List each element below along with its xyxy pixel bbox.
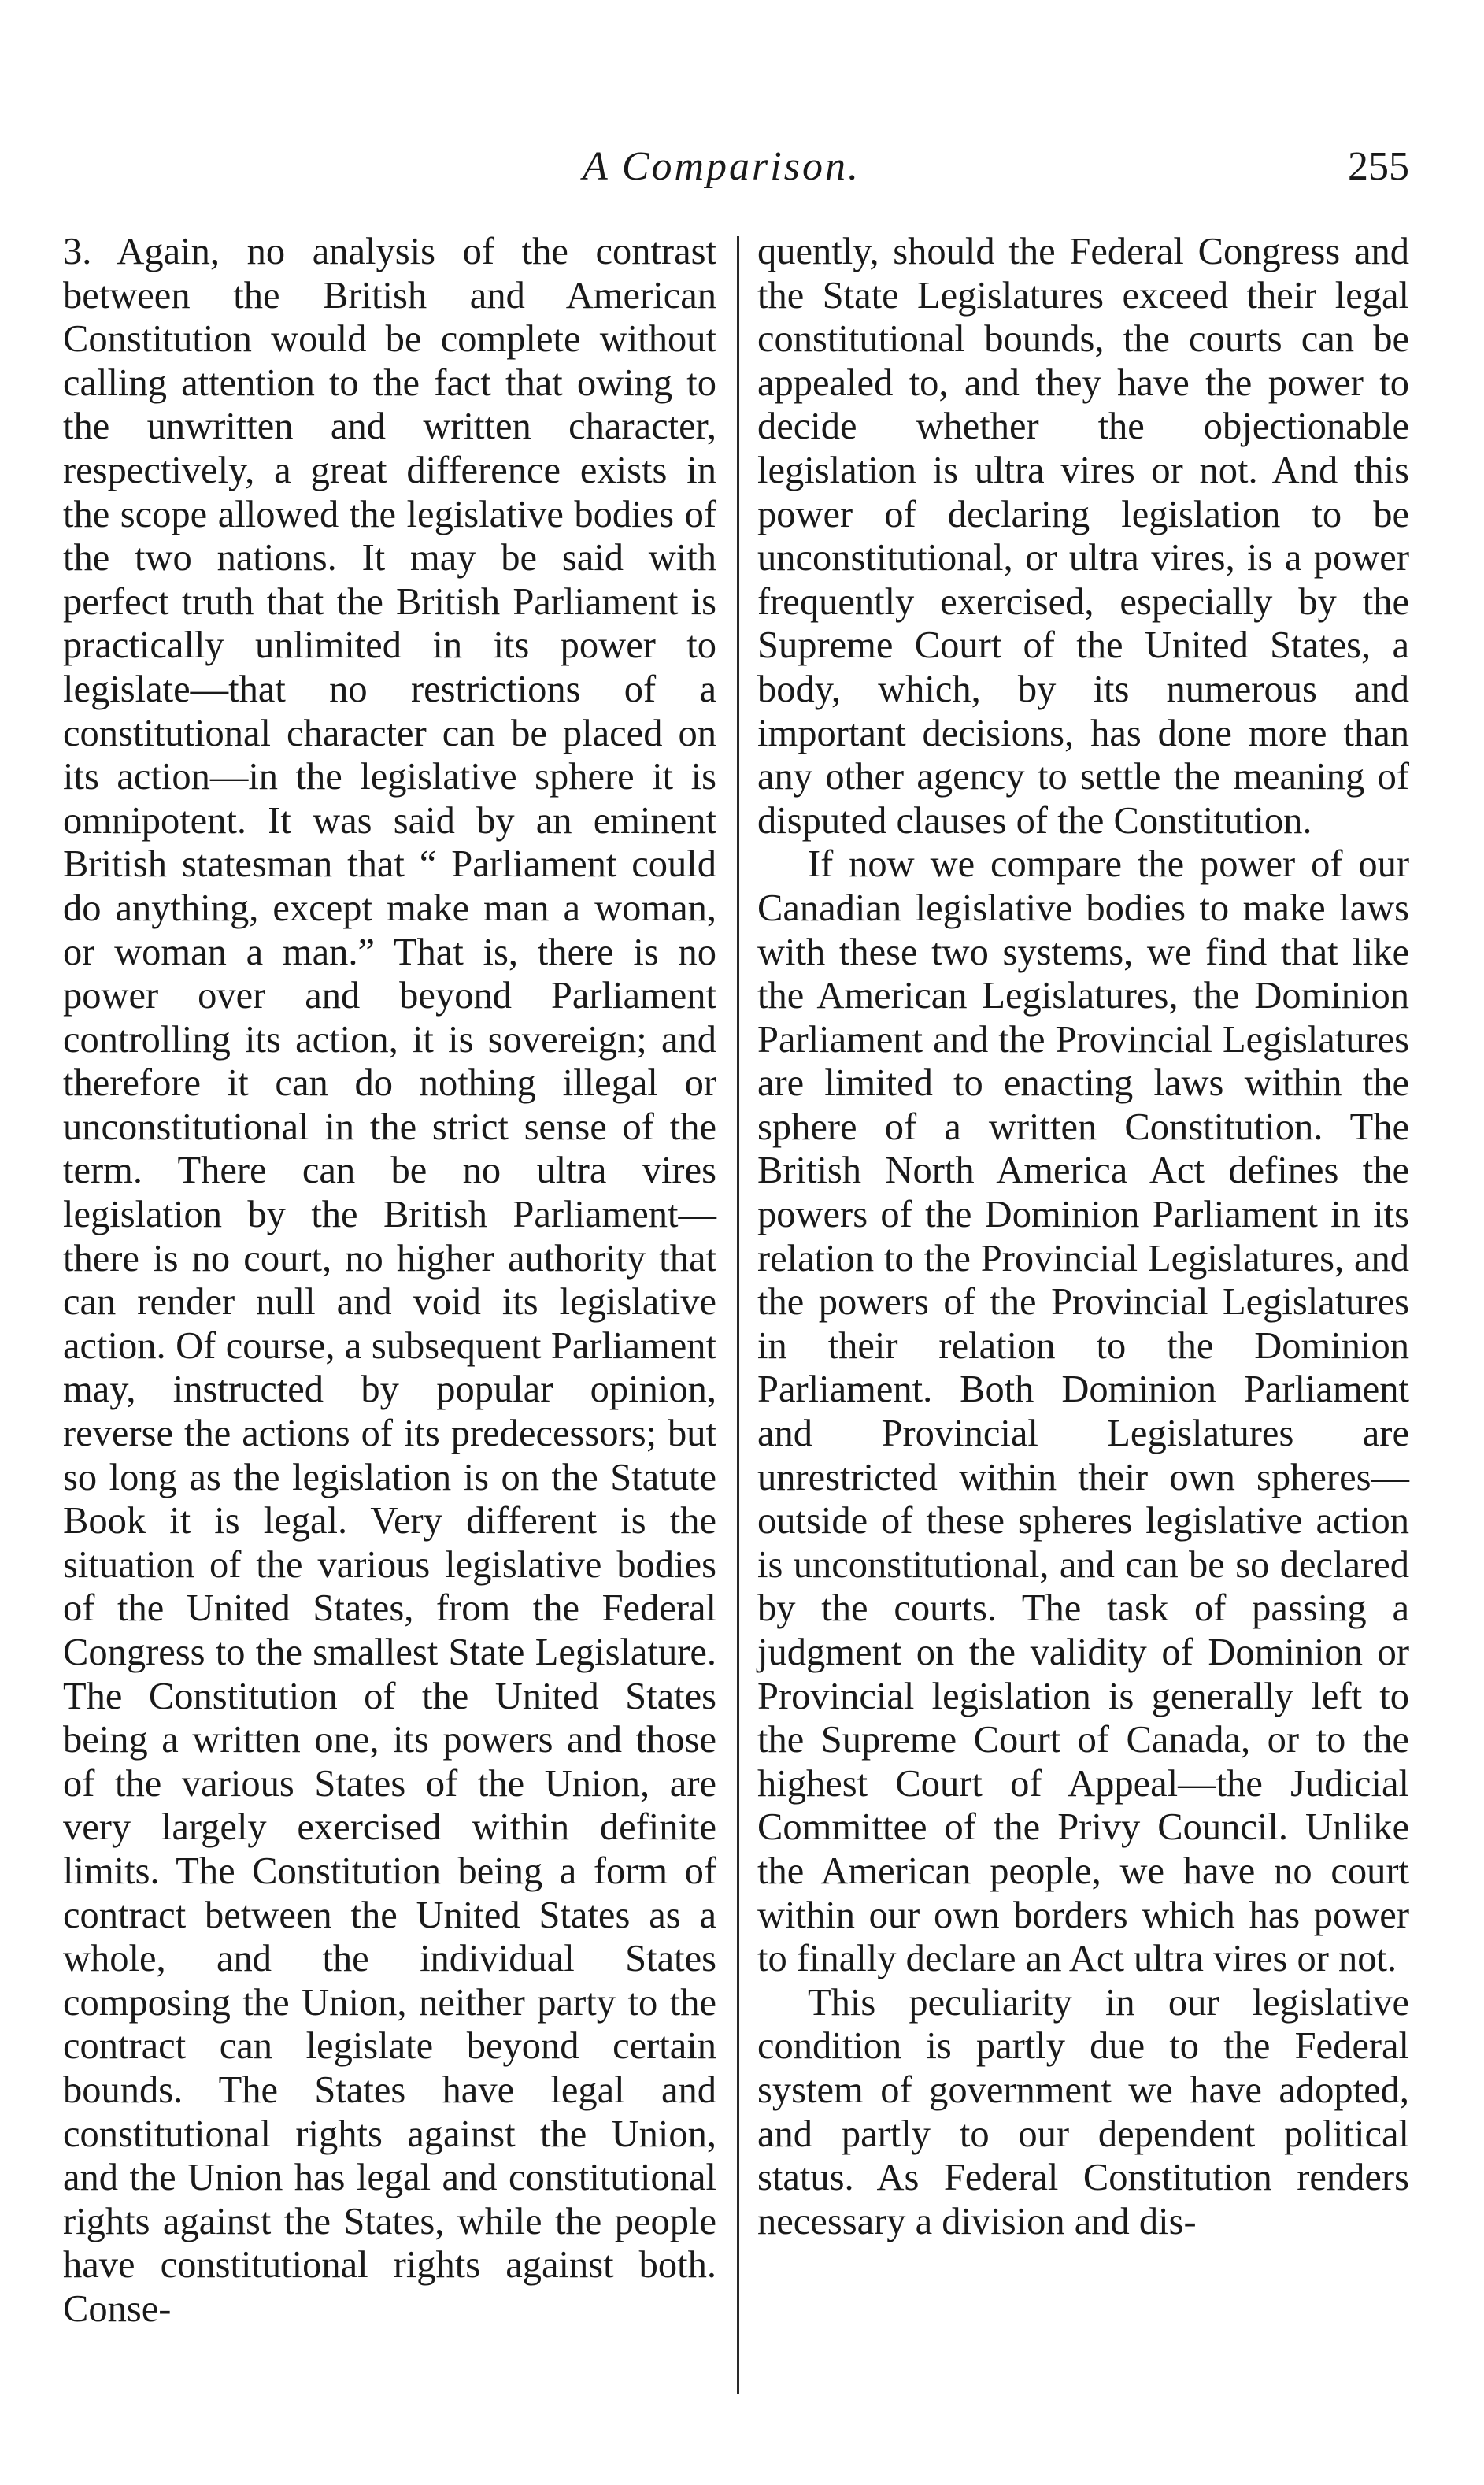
right-column: [757, 230, 1409, 2243]
left-paragraph-1: 3. Again, no analysis of the contrast between the British and American Constitution would be complete without calling attention to the fact that owing to the unwritten and written character, respectively, a great difference exists in the scope allowed the legislative bodies of the two nations. It may be said with perfect truth that the British Parliament is practically unlimited in its power to legislate—that no restrictions of a constitutional character can be placed on its action—in the legislative sphere it is omnipotent. It was said by an eminent British statesman that “ Parliament could do anything, except make man a woman, or woman a man.” That is, there is no power over and beyond Parliament controlling its action, it is sovereign; and therefore it can do nothing illegal or unconstitutional in the strict sense of the term. There can be no ultra vires legislation by the British Parliament—there is no court, no higher authority that can render null and void its legislative action. Of course, a subsequent Parliament may, instructed by popular opinion, reverse the actions of its predecessors; but so long as the legislation is on the Statute Book it is legal. Very different is the situation of the various legislative bodies of the United States, from the Federal Congress to the smallest State Legislature. The Constitution of the United States being a written one, its powers and those of the various States of the Union, are very largely exercised within definite limits. The Constitution being a form of contract between the United States as a whole, and the individual States composing the Union, neither party to the contract can legislate beyond certain bounds. The States have legal and constitutional rights against the Union, and the Union has legal and constitutional rights against the States, while the people have constitutional rights against both. Conse-: [63, 231, 716, 2330]
left-column: [63, 230, 716, 2331]
running-head-title: A Comparison.: [583, 144, 860, 189]
right-paragraph-2: If now we compare the power of our Canadian legislative bodies to make laws with these two systems, we find that like the American Legislatures, the Dominion Parliament and the Provincial Legislatures are limited to enacting laws within the sphere of a written Constitution. The British North America Act defines the powers of the Dominion Parliament in its relation to the Provincial Legislatures, and the powers of the Provincial Legislatures in their relation to the Dominion Parliament. Both Dominion Parliament and Provincial Legislatures are unrestricted within their own spheres—outside of these spheres legislative action is unconstitutional, and can be so declared by the courts. The task of passing a judgment on the validity of Dominion or Provincial legislation is generally left to the Supreme Court of Canada, or to the highest Court of Appeal—the Judicial Committee of the Privy Council. Unlike the American people, we have no court within our own borders which has power to finally declare an Act ultra vires or not.: [757, 843, 1409, 1980]
right-paragraph-3: This peculiarity in our legislative condition is partly due to the Federal system of government we have adopted, and partly to our dependent political status. As Federal Constitution renders necessary a division and dis-: [757, 1981, 1409, 2242]
page-number: 255: [1348, 144, 1409, 189]
column-divider: [737, 236, 739, 2394]
running-head: [0, 143, 1484, 206]
right-paragraph-1: quently, should the Federal Congress and the State Legislatures exceed their legal constitutional bounds, the courts can be appealed to, and they have the power to decide whether the objectionable legislation is ultra vires or not. And this power of declaring legislation to be unconstitutional, or ultra vires, is a power frequently exercised, especially by the Supreme Court of the United States, a body, which, by its numerous and important decisions, has done more than any other agency to settle the meaning of disputed clauses of the Constitution.: [757, 231, 1409, 842]
